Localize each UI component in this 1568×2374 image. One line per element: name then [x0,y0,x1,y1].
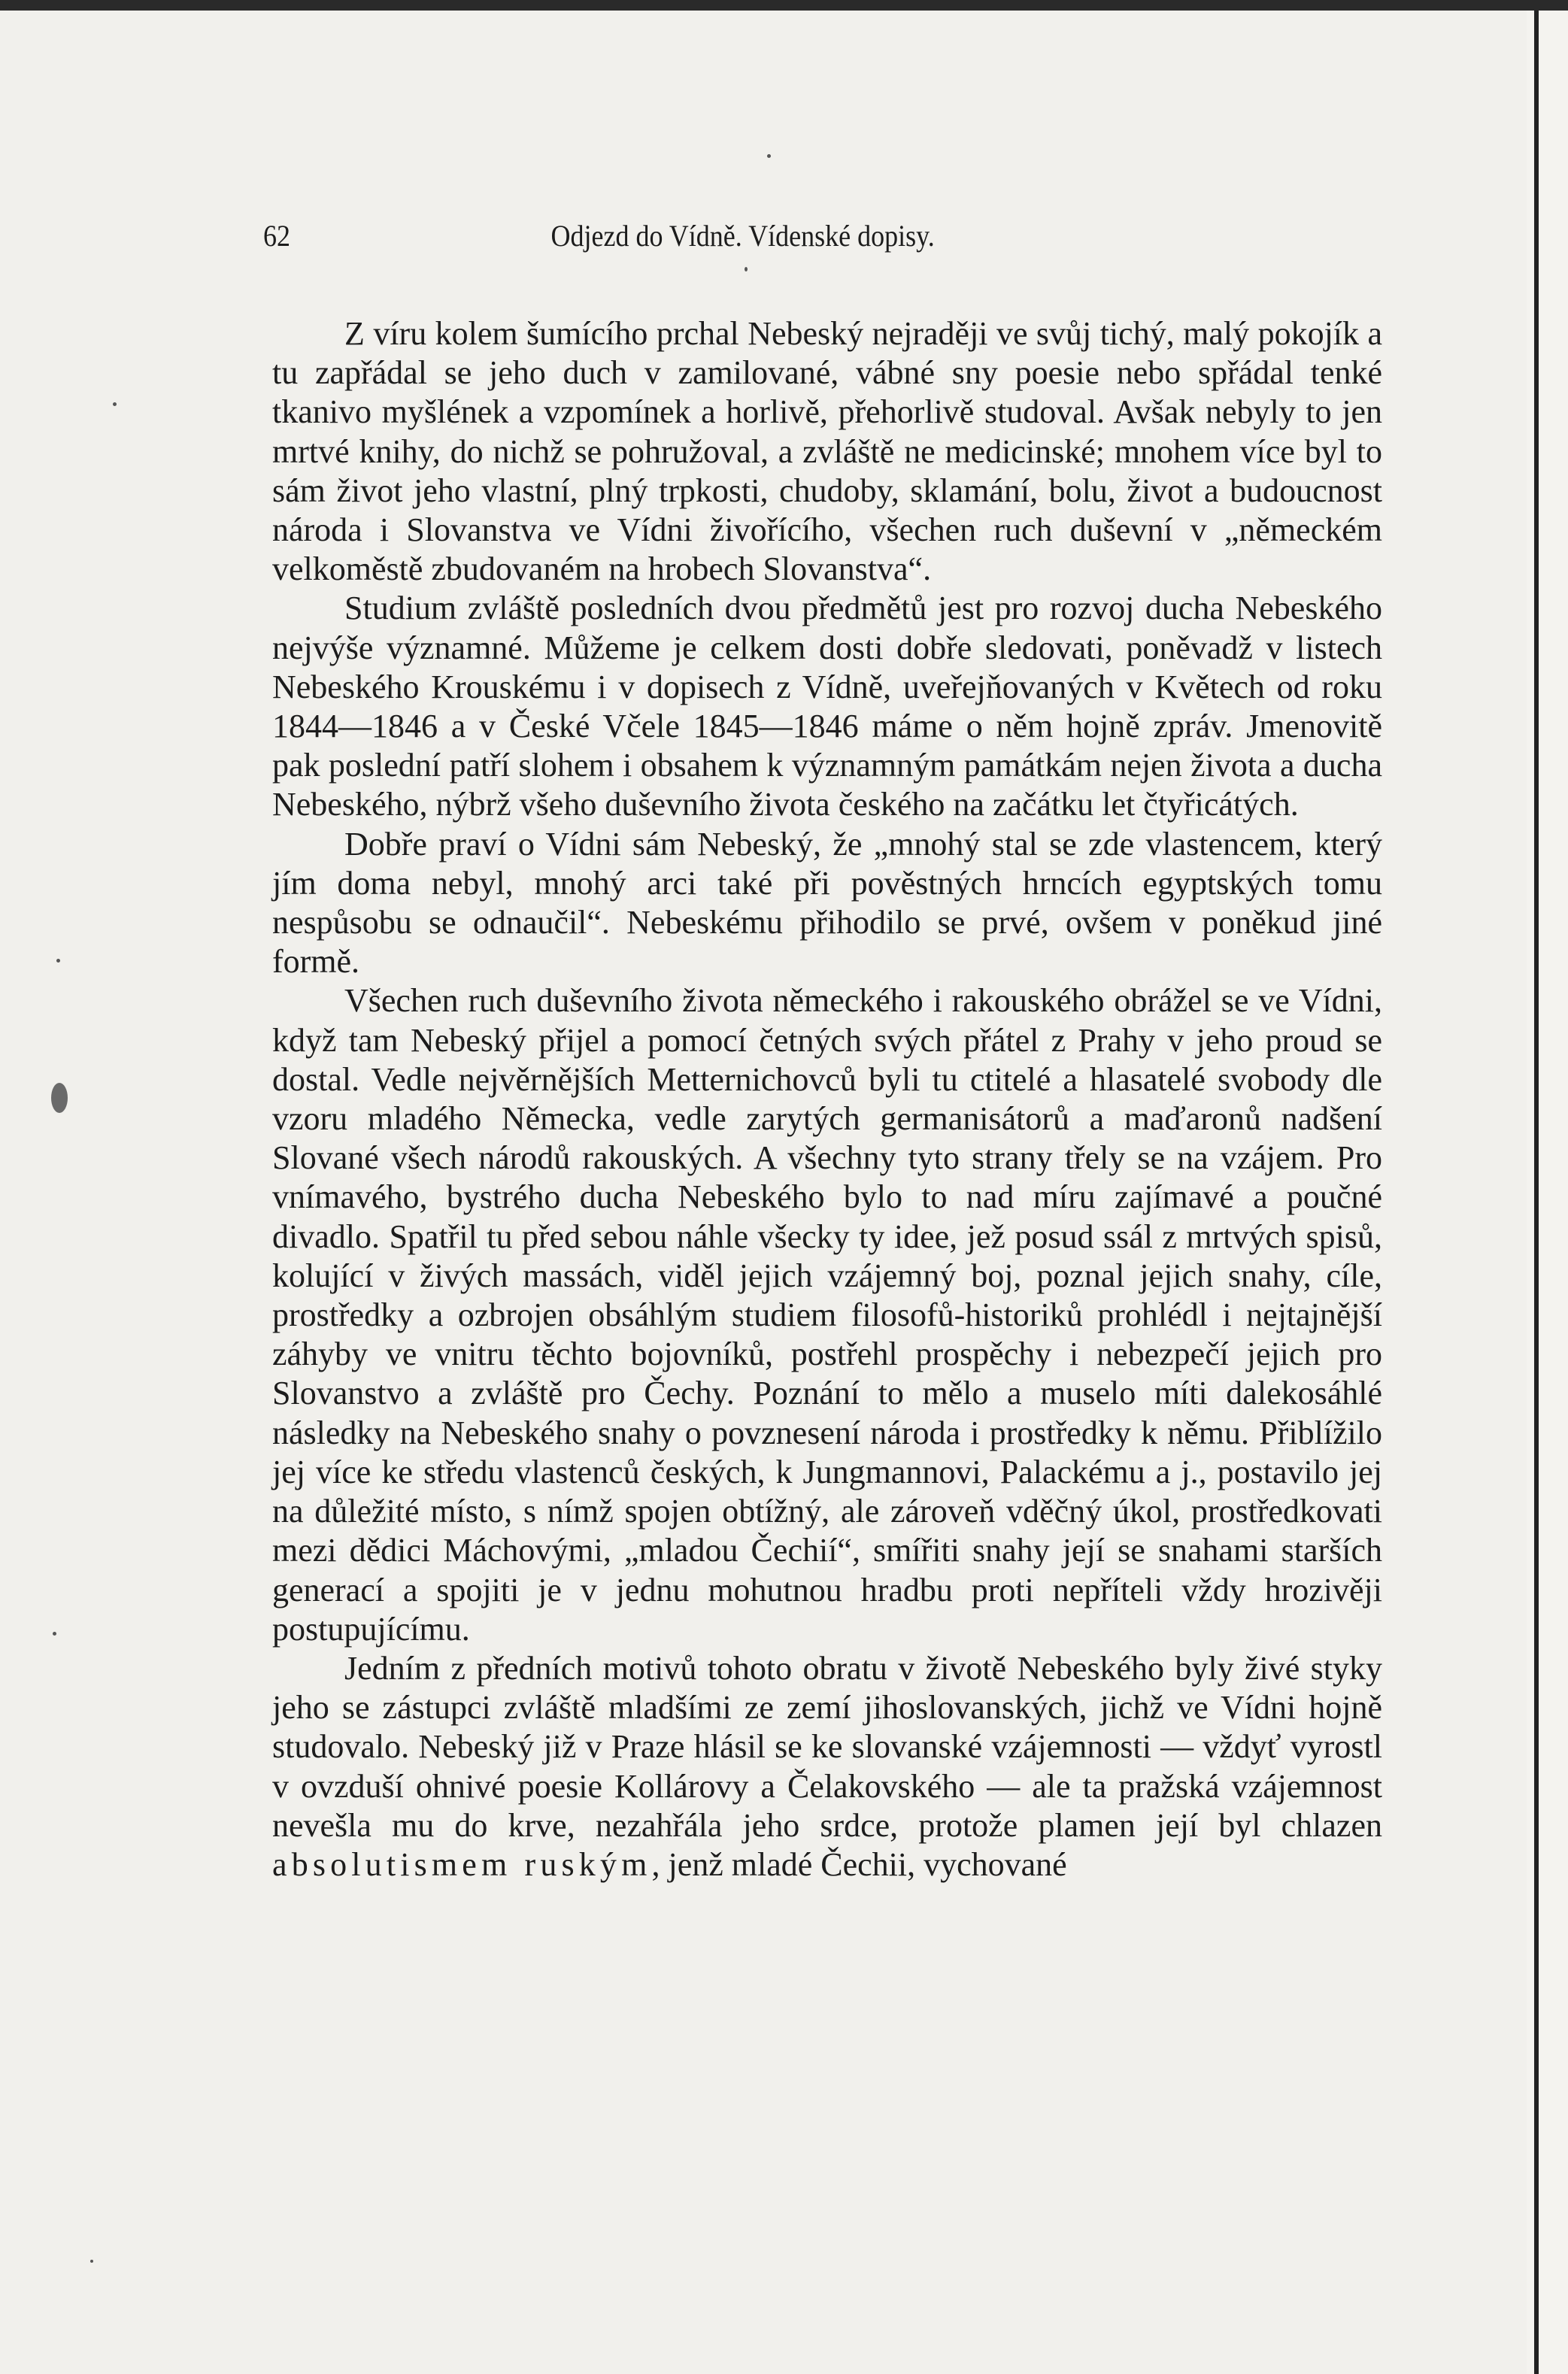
ink-blot [51,1083,68,1113]
paragraph-5-end: , jenž mladé Čechii, vychované [651,1845,1067,1883]
page-edge-shadow [1534,0,1539,2374]
paragraph-1: Z víru kolem šumícího prchal Nebeský nejraději ve svůj tichý, malý pokojík a tu zapřádal se jeho duch v zamilované, vábné sny poesie nebo spřádal tenké tkanivo myšlének a vzpomínek a horlivě, přehorlivě studoval. Avšak nebyly to jen mrtvé knihy, do nichž se pohružoval, a zvláště ne medicinské; mnohem více byl to sám život jeho vlastní, plný trpkosti, chudoby, sklamání, bolu, život a budoucnost národa i Slovanstva ve Vídni živořícího, všechen ruch duševní v „německém velkoměstě zbudovaném na hrobech Slovanstva“. [272,315,1382,588]
paper-speck [767,154,771,158]
paragraph-4: Všechen ruch duševního života německého i rakouského obrážel se ve Vídni, když tam Nebeský přijel a pomocí četných svých přátel z Prahy v jeho proud se dostal. Vedle nejvěrnějších Metternichovců byli tu ctitelé a hlasatelé svobody dle vzoru mladého Německa, vedle zarytých germanisátorů a maďaronů nadšení Slované všech národů rakouských. A všechny tyto strany třely se na vzájem. Pro vnímavého, bystrého ducha Nebeského bylo to nad míru zajímavé a poučné divadlo. Spatřil tu před sebou náhle všecky ty idee, jež posud ssál z mrtvých spisů, kolující v živých massách, viděl jejich vzájemný boj, poznal jejich snahy, cíle, prostředky a ozbrojen obsáhlým studiem filosofů-historiků prohlédl i nejtajnější záhyby ve vnitru těchto bojovníků, postřehl prospěchy i nebezpečí jejich pro Slovanstvo a zvláště pro Čechy. Poznání to mělo a muselo míti dalekosáhlé následky na Nebeského snahy o povznesení národa i prostředky k němu. Přiblížilo jej více ke středu vlastenců českých, k Jungmannovi, Palackému a j., postavilo jej na důležité místo, s nímž spojen obtížný, ale zároveň vděčný úkol, prostředkovati mezi dědici Máchovými, „mladou Čechií“, smířiti snahy její se snahami starších generací a spojiti je v jednu mohutnou hradbu proti nepříteli vždy hrozivěji postupujícímu. [272,982,1382,1648]
paragraph-5 [272,1649,1382,1884]
body-text [272,314,1382,1884]
running-title: Odjezd do Vídně. Vídenské dopisy. [550,219,935,253]
paper-speck [113,402,117,406]
paper-speck [53,1632,56,1636]
scan-top-border [0,0,1568,11]
page-header [263,218,1278,263]
paper-speck [56,959,60,963]
page-edge [1527,0,1568,2374]
page-number: 62 [263,219,290,253]
spaced-emphasis: absolutismem ruským [272,1845,652,1883]
paragraph-3: Dobře praví o Vídni sám Nebeský, že „mnohý stal se zde vlastencem, který jím doma nebyl, mnohý arci také při pověstných hrncích egyptských tomu nespůsobu se odnaučil“. Nebeskému přihodilo se prvé, ovšem v poněkud jiné formě. [272,825,1382,981]
paper-speck [745,267,748,271]
paragraph-5-start: Jedním z předních motivů tohoto obratu v životě Nebeského byly živé styky jeho se zástupci zvláště mladšími ze zemí jihoslovanských, jichž ve Vídni hojně studovalo. Nebeský již v Praze hlásil se ke slovanské vzájemnosti — vždyť vyrostl v ovzduší ohnivé poesie Kollárovy a Čelakovského — ale ta pražská vzájemnost nevešla mu do krve, nezahřála jeho srdce, protože plamen její byl chlazen [272,1649,1382,1844]
paragraph-2: Studium zvláště posledních dvou předmětů jest pro rozvoj ducha Nebeského nejvýše významné. Můžeme je celkem dosti dobře sledovati, poněvadž v listech Nebeského Krouskému i v dopisech z Vídně, uveřejňovaných v Květech od roku 1844—1846 a v České Včele 1845—1846 máme o něm hojně zpráv. Jmenovitě pak poslední patří slohem i obsahem k významným památkám nejen života a ducha Nebeského, nýbrž všeho duševního života českého na začátku let čtyřicátých. [272,590,1382,823]
paper-speck [90,2260,93,2263]
